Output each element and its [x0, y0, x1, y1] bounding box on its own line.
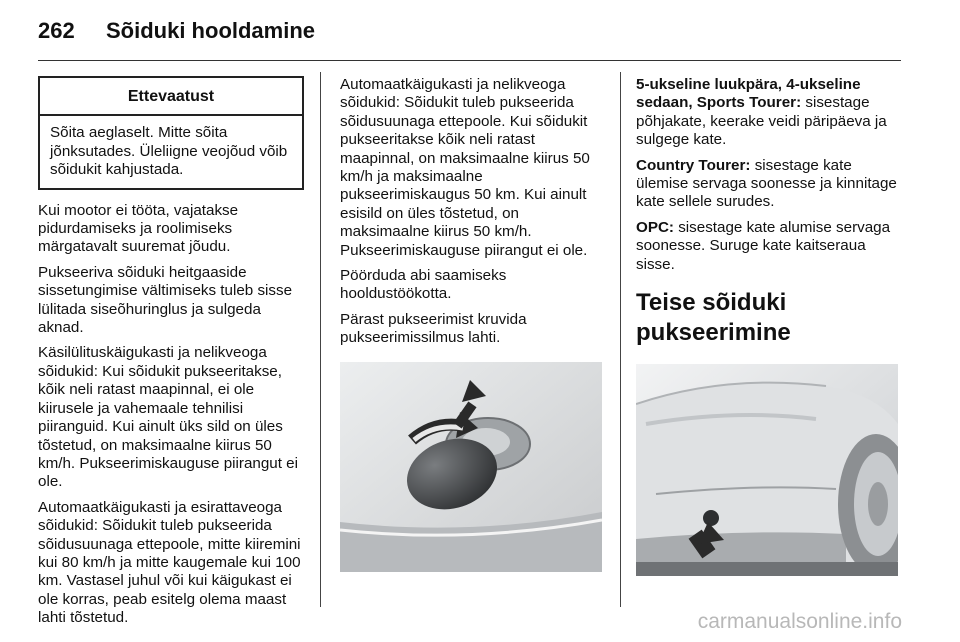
tow-cover-figure	[340, 362, 602, 572]
page-header	[38, 18, 315, 44]
paragraph: Pukseeriva sõiduki heitgaaside sissetungimise vältimiseks tuleb sisse lülitada siseõhuringlus ja sulgeda aknad.	[38, 263, 293, 337]
warning-text: Sõita aeglaselt. Mitte sõita jõnksutades. Üleliigne veojõud võib sõidukit kahjustada.	[50, 124, 288, 179]
paragraph: Country Tourer: sisestage kate ülemise servaga soonesse ja kinnitage kate sellele surudes.	[636, 156, 897, 211]
paragraph: Automaatkäigukasti ja nelikveoga sõidukid: Sõidukit tuleb pukseerida sõidusuunaga ettepoole. Kui sõidukit pukseeritakse kõik neli ratast maapinnal, on maksimaalne kiirus 50 km/h ja maksimaalne pukseerimiskaugus 50 km. Kui ainult esisild on üles tõstetud, on maksimaalne kiirus 50 km/h. Pukseerimiskauguse piirangut ei ole.	[340, 76, 590, 259]
column-3	[636, 76, 904, 576]
paragraph: Automaatkäigukasti ja esirattaveoga sõidukid: Sõidukit tuleb pukseerida sõidusuunaga ettepoole, mitte kiiremini kui 80 km/h ja mitte kaugemale kui 100 km. Vastasel juhul või kui käigukast ei ole korras, peab esitelg olema maast lahti tõstetud.	[38, 498, 301, 627]
paragraph: Käsilülituskäigukasti ja nelikveoga sõidukid: Kui sõidukit pukseeritakse, kõik neli ratast maapinnal, ei ole kiirusele ja vahemaale tehnilisi piiranguid. Kui ainult üks sild on üles tõstetud, on maksimaalne kiirus 50 km/h. Pukseerimiskauguse piirangut ei ole.	[38, 344, 298, 491]
section-heading: Teise sõiduki pukseerimine	[636, 289, 791, 347]
column-divider	[320, 72, 321, 607]
warning-title: Ettevaatust	[40, 78, 302, 116]
cover-illustration	[340, 362, 602, 572]
paragraph: OPC: sisestage kate alumise servaga soonesse. Suruge kate kaitseraua sisse.	[636, 218, 891, 273]
car-rear-figure	[636, 364, 898, 576]
paragraph: Pärast pukseerimist kruvida pukseerimissilmus lahti.	[340, 310, 527, 347]
header-rule	[38, 60, 901, 61]
paragraph: Pöörduda abi saamiseks hooldustöökotta.	[340, 267, 507, 303]
page-title: Sõiduki hooldamine	[106, 18, 316, 43]
car-rear-illustration	[636, 364, 898, 576]
column-divider	[620, 72, 621, 607]
watermark: carmanualsonline.info	[697, 610, 902, 633]
paragraph: 5-ukseline luukpära, 4-ukseline sedaan, Sports Tourer: sisestage põhjakate, keerake veidi päripäeva ja sulgege kate.	[636, 76, 887, 149]
warning-box	[38, 76, 304, 190]
column-1	[38, 76, 304, 635]
paragraph: Kui mootor ei tööta, vajatakse pidurdamiseks ja roolimiseks märgatavalt suuremat jõudu.	[38, 201, 239, 256]
column-2	[340, 76, 604, 572]
page-number: 262	[38, 18, 75, 43]
